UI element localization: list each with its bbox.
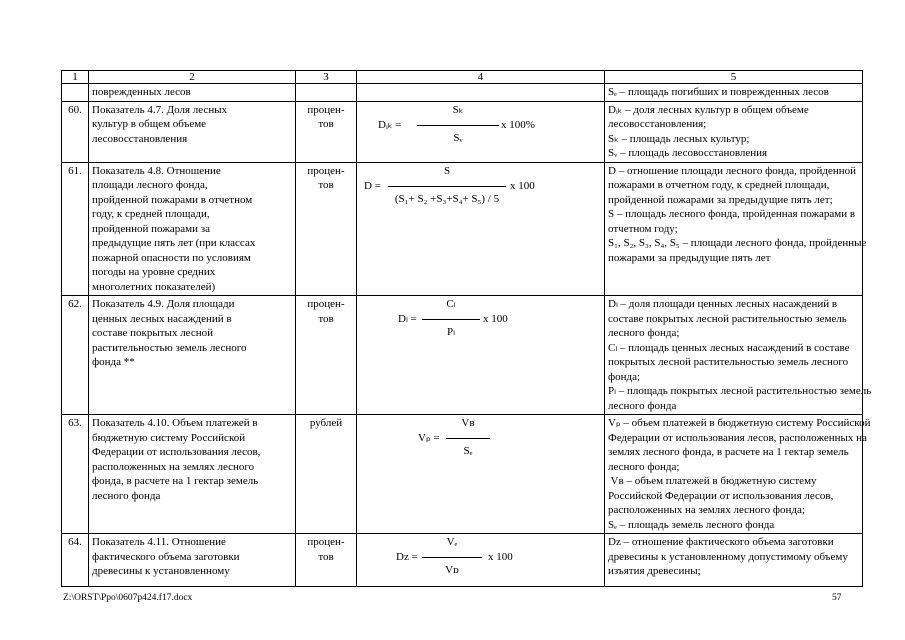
indicator-name-line: фонда, в расчете на 1 гектар земель xyxy=(92,475,259,487)
formula-multiplier: x 100% xyxy=(501,118,535,131)
formula-numerator: S xyxy=(443,164,451,177)
formula-numerator: Sₖ xyxy=(452,103,464,116)
indicator-name-line: Показатель 4.8. Отношение xyxy=(92,164,221,177)
formula-cell xyxy=(357,415,605,534)
description-line: Vʙ – объем платежей в бюджетную систему xyxy=(608,475,817,487)
row-number: 64. xyxy=(62,534,89,587)
unit-line: процен- xyxy=(307,536,345,548)
header-col-3: 3 xyxy=(296,71,357,84)
formula-cell xyxy=(357,296,605,415)
unit-line: тов xyxy=(318,118,334,130)
indicator-name-line: составе покрытых лесной xyxy=(92,327,213,339)
indicator-name-line: фонда ** xyxy=(92,356,135,368)
unit-cell xyxy=(296,162,357,296)
indicator-name-line: площади лесного фонда, xyxy=(92,179,208,191)
indicator-name-line: году, к средней площади, xyxy=(92,208,210,220)
description-line: S₁, S₂, S₃, S₄, S₅ – площади лесного фонда, пройденные xyxy=(608,237,867,249)
formula-multiplier: x 100 xyxy=(510,179,535,192)
fraction-bar xyxy=(422,557,482,558)
description-line: Dᵢₖ – доля лесных культур в общем объеме xyxy=(608,103,809,116)
indicator-name-line: расположенных на землях лесного xyxy=(92,460,255,473)
description-line: отчетном году; xyxy=(608,222,678,235)
formula-denominator: Sᵥ xyxy=(453,131,463,144)
formula xyxy=(360,164,601,222)
description-line: Российской Федерации от использования лесов, xyxy=(608,489,834,502)
formula xyxy=(360,297,601,355)
unit-line: тов xyxy=(318,550,334,563)
indicator-name xyxy=(89,101,296,162)
table-row xyxy=(62,84,863,102)
formula-denominator: Pₗ xyxy=(447,326,455,338)
indicator-name-line: пожарной опасности по условиям xyxy=(92,251,251,264)
row-number: 62. xyxy=(62,296,89,415)
formula-denominator: Vᴅ xyxy=(445,564,459,576)
indicator-name-line: ценных лесных насаждений в xyxy=(92,312,232,325)
description-cell xyxy=(605,162,867,296)
header-col-1: 1 xyxy=(62,71,89,84)
description-cell xyxy=(605,415,871,534)
formula xyxy=(360,535,601,585)
indicator-name-line: бюджетную систему Российской xyxy=(92,431,246,444)
table-row xyxy=(62,534,863,587)
indicator-name-line: погоды на уровне средних xyxy=(92,266,216,278)
formula-multiplier: x 100 xyxy=(483,313,508,325)
formula xyxy=(360,416,601,474)
unit-line: рублей xyxy=(309,417,343,429)
description-line: пожарами в отчетном году, к средней площади, xyxy=(608,179,830,191)
description-line: Sₑ – площадь земель лесного фонда xyxy=(608,518,775,531)
indicator-name xyxy=(89,534,296,587)
table-row xyxy=(62,415,863,534)
formula-cell xyxy=(357,162,605,296)
indicators-table xyxy=(61,70,872,587)
indicator-name xyxy=(89,415,296,534)
table-row xyxy=(62,296,863,415)
description-line: фонда; xyxy=(608,370,641,383)
unit-line: тов xyxy=(318,179,334,191)
description-line: Sᵥ – площадь лесовосстановления xyxy=(608,147,768,159)
unit-cell xyxy=(296,296,357,415)
description-line: Dᴢ – отношение фактического объема заготовки xyxy=(608,536,834,548)
formula-numerator: Vʙ xyxy=(461,417,475,429)
description-line: пожарами за предыдущие пять лет xyxy=(608,251,771,264)
description-line: древесины к установленному допустимому объему xyxy=(608,550,848,563)
unit-line: процен- xyxy=(307,103,345,116)
indicator-name-line: лесовосстановления xyxy=(92,132,188,145)
description-cell xyxy=(605,101,863,162)
description-line: Pₗ – площадь покрытых лесной растительностью земель xyxy=(608,385,872,397)
description-line: Dₗ – доля площади ценных лесных насаждений в xyxy=(608,298,838,310)
indicator-name-line: Показатель 4.10. Объем платежей в xyxy=(92,417,258,429)
row-number: 60. xyxy=(62,101,89,162)
indicator-name xyxy=(89,162,296,296)
indicator-name-line: древесины к установленному xyxy=(92,565,230,577)
indicator-name-line: пройденной пожарами за xyxy=(92,222,210,235)
fraction-bar xyxy=(422,319,480,320)
formula-cell xyxy=(357,101,605,162)
formula-denominator: (S₁+ S₂ +S₃+S₄+ S₅) / 5 xyxy=(394,192,500,205)
description-line: Sₖ – площадь лесных культур; xyxy=(608,132,750,145)
indicator-name-line: пройденной пожарами в отчетном xyxy=(92,193,253,206)
row-number: 61. xyxy=(62,162,89,296)
description-line: составе покрытых лесной растительностью земель xyxy=(608,312,847,325)
description-cell xyxy=(605,84,863,102)
header-col-5: 5 xyxy=(605,71,863,84)
indicator-name-line: поврежденных лесов xyxy=(92,86,191,98)
unit-line: процен- xyxy=(307,298,345,310)
indicator-name-line: лесного фонда xyxy=(92,489,161,502)
formula-lhs: Vₚ = xyxy=(418,432,440,444)
description-line: лесного фонда xyxy=(608,399,677,412)
header-row xyxy=(62,71,863,84)
description-line: лесовосстановления; xyxy=(608,118,707,130)
unit-line: тов xyxy=(318,312,334,325)
formula-lhs: Dₗ = xyxy=(398,313,417,325)
description-line: изъятия древесины; xyxy=(608,565,701,577)
formula-numerator: Vₑ xyxy=(446,536,458,548)
indicator-name xyxy=(89,84,296,102)
formula-cell xyxy=(357,534,605,587)
table-row xyxy=(62,101,863,162)
footer-page-number: 57 xyxy=(832,593,842,603)
unit-cell xyxy=(296,415,357,534)
formula-denominator: Sₑ xyxy=(463,445,473,457)
table-row xyxy=(62,162,863,296)
row-number: 63. xyxy=(62,415,89,534)
row-number xyxy=(62,84,89,102)
indicator-name xyxy=(89,296,296,415)
description-line: Vₚ – объем платежей в бюджетную систему Российской xyxy=(608,417,871,429)
formula xyxy=(360,103,601,161)
formula-lhs: Dᵢₖ = xyxy=(378,118,402,131)
description-line: землях лесного фонда, в расчете на 1 гектар земель xyxy=(608,446,849,458)
indicator-name-line: фактического объема заготовки xyxy=(92,550,240,563)
description-line: D – отношение площади лесного фонда, пройденной xyxy=(608,164,857,177)
formula-numerator: Cₗ xyxy=(446,298,456,310)
formula-cell xyxy=(357,84,605,102)
header-col-4: 4 xyxy=(357,71,605,84)
indicator-name-line: Показатель 4.11. Отношение xyxy=(92,536,226,548)
description-line: Cₗ – площадь ценных лесных насаждений в составе xyxy=(608,341,850,354)
description-line: лесного фонда; xyxy=(608,327,680,339)
fraction-bar xyxy=(388,186,506,187)
description-line: лесного фонда; xyxy=(608,460,680,473)
fraction-bar xyxy=(446,438,490,439)
description-line: Sₑ – площадь погибших и поврежденных лесов xyxy=(608,86,829,98)
unit-cell xyxy=(296,101,357,162)
indicator-name-line: предыдущие пять лет (при классах xyxy=(92,237,256,249)
indicator-name-line: многолетних показателей) xyxy=(92,280,216,293)
header-col-2: 2 xyxy=(89,71,296,84)
description-line: S – площадь лесного фонда, пройденная пожарами в xyxy=(608,208,856,220)
fraction-bar xyxy=(417,125,499,126)
formula-lhs: Dᴢ = xyxy=(396,551,418,563)
unit-line: процен- xyxy=(307,164,345,177)
formula-lhs: D = xyxy=(364,179,381,192)
description-line: расположенных на землях лесного фонда; xyxy=(608,504,805,516)
indicator-name-line: растительностью земель лесного xyxy=(92,341,247,354)
description-line: пройденной пожарами за предыдущие пять лет; xyxy=(608,193,833,206)
unit-cell xyxy=(296,84,357,102)
unit-cell xyxy=(296,534,357,587)
description-line: покрытых лесной растительностью земель лесного xyxy=(608,356,849,368)
description-cell xyxy=(605,534,863,587)
indicator-name-line: Федерации от использования лесов, xyxy=(92,446,261,458)
description-line: Федерации от использования лесов, расположенных на xyxy=(608,431,867,444)
footer-file-path: Z:\ORST\Ppo\0607p424.f17.docx xyxy=(63,593,193,603)
indicator-name-line: культур в общем объеме xyxy=(92,118,207,130)
indicator-name-line: Показатель 4.7. Доля лесных xyxy=(92,103,228,116)
indicator-name-line: Показатель 4.9. Доля площади xyxy=(92,298,235,310)
description-cell xyxy=(605,296,872,415)
formula-multiplier: x 100 xyxy=(488,551,513,563)
